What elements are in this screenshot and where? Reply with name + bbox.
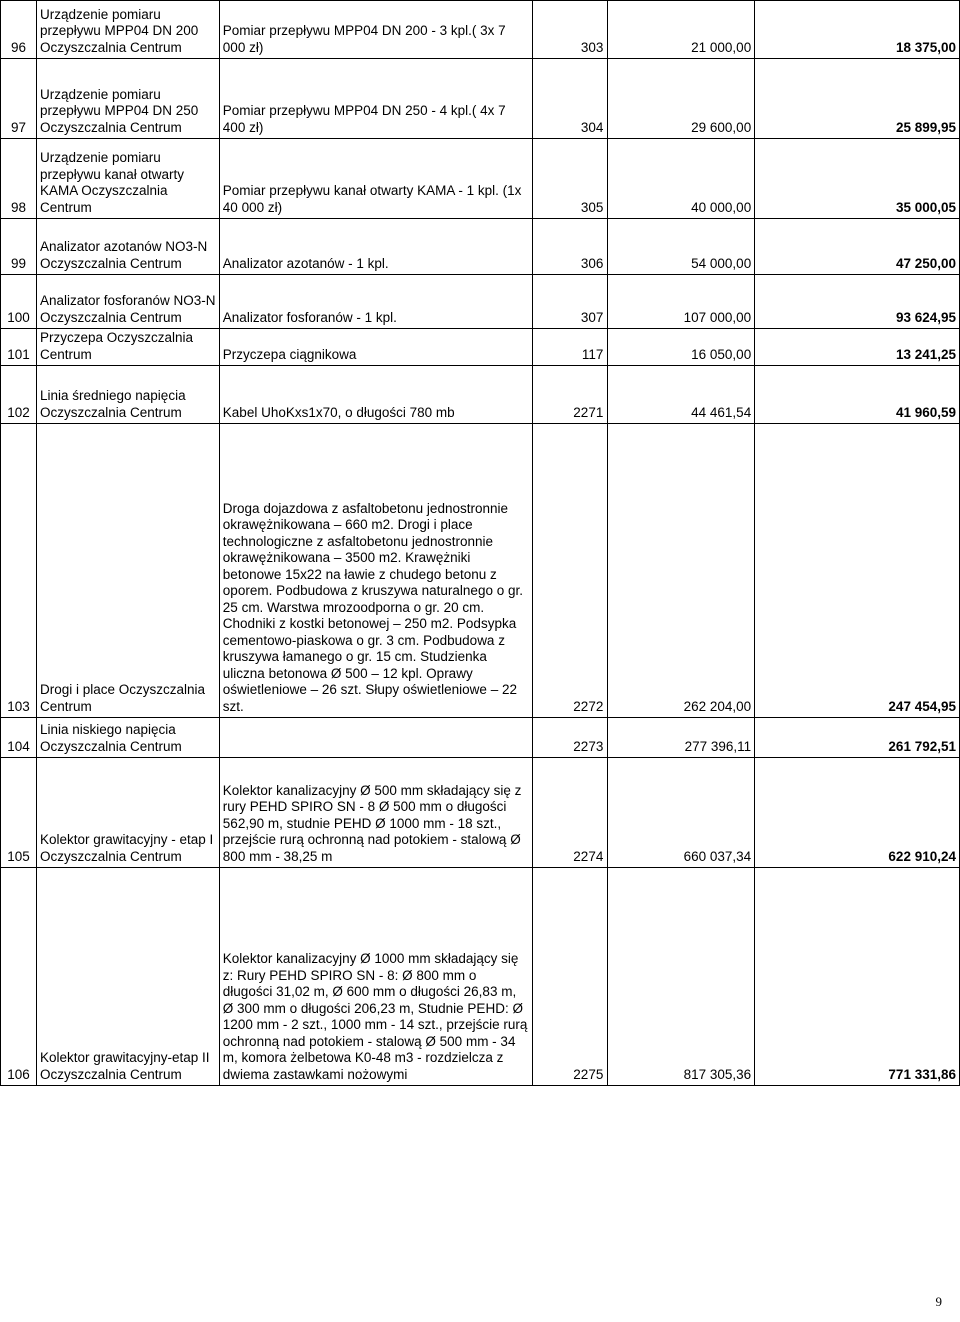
net-value-cell: 261 792,51 [755,718,960,758]
net-value-cell: 18 375,00 [755,1,960,59]
inventory-number-cell: 306 [533,219,608,275]
inventory-number-cell: 305 [533,139,608,219]
table-row [1,59,960,139]
inventory-number-cell: 303 [533,1,608,59]
net-value-cell: 622 910,24 [755,758,960,868]
row-number-cell: 97 [1,59,37,139]
asset-name-cell: Analizator azotanów NO3-N Oczyszczalnia Centrum [36,219,219,275]
initial-value-cell: 107 000,00 [608,275,755,329]
table-row [1,1,960,59]
asset-name-cell: Analizator fosforanów NO3-N Oczyszczalnia Centrum [36,275,219,329]
asset-name-cell: Kolektor grawitacyjny-etap II Oczyszczalnia Centrum [36,868,219,1086]
inventory-number-cell: 304 [533,59,608,139]
inventory-number-cell: 2274 [533,758,608,868]
net-value-cell: 35 000,05 [755,139,960,219]
asset-name-cell: Przyczepa Oczyszczalnia Centrum [36,329,219,366]
row-number-cell: 96 [1,1,37,59]
net-value-cell: 25 899,95 [755,59,960,139]
asset-description-cell [219,718,533,758]
row-number-cell: 104 [1,718,37,758]
inventory-number-cell: 2272 [533,424,608,718]
table-row [1,275,960,329]
inventory-number-cell: 307 [533,275,608,329]
asset-description-cell: Analizator azotanów - 1 kpl. [219,219,533,275]
asset-name-cell: Kolektor grawitacyjny - etap I Oczyszczalnia Centrum [36,758,219,868]
initial-value-cell: 660 037,34 [608,758,755,868]
initial-value-cell: 29 600,00 [608,59,755,139]
asset-description-cell: Przyczepa ciągnikowa [219,329,533,366]
asset-description-cell: Pomiar przepływu kanał otwarty KAMA - 1 kpl. (1x 40 000 zł) [219,139,533,219]
row-number-cell: 100 [1,275,37,329]
initial-value-cell: 21 000,00 [608,1,755,59]
net-value-cell: 771 331,86 [755,868,960,1086]
row-number-cell: 106 [1,868,37,1086]
row-number-cell: 105 [1,758,37,868]
inventory-number-cell: 117 [533,329,608,366]
net-value-cell: 93 624,95 [755,275,960,329]
net-value-cell: 41 960,59 [755,366,960,424]
inventory-number-cell: 2271 [533,366,608,424]
initial-value-cell: 277 396,11 [608,718,755,758]
asset-description-cell: Kolektor kanalizacyjny Ø 1000 mm składający się z: Rury PEHD SPIRO SN - 8: Ø 800 mm o długości 31,02 m, Ø 600 mm o długości 26,83 m, Ø 300 mm o długości 206,23 m, Studnie PEHD: Ø 1200 mm - 2 szt., 1000 mm - 14 szt., przejście rurą ochronną nad potokiem - stalową Ø 500 mm - 34 m, komora żelbetowa K0-48 m3 - rozdzielcza z dwiema zastawkami nożowymi [219,868,533,1086]
page-number: 9 [935,1294,942,1309]
asset-name-cell: Linia średniego napięcia Oczyszczalnia Centrum [36,366,219,424]
asset-description-cell: Droga dojazdowa z asfaltobetonu jednostronnie okrawężnikowana – 660 m2. Drogi i place technologiczne z asfaltobetonu jednostronnie okrawężnikowana – 3500 m2. Krawężniki betonowe 15x22 na ławie z chudego betonu z oporem. Podbudowa z kruszywa naturalnego o gr. 25 cm. Warstwa mrozoodporna o gr. 20 cm. Chodniki z kostki betonowej – 250 m2. Podsypka cementowo-piaskowa o gr. 3 cm. Podbudowa z kruszywa łamanego o gr. 15 cm. Studzienka uliczna betonowa Ø 500 – 12 kpl. Oprawy oświetleniowe – 26 szt. Słupy oświetleniowe – 22 szt. [219,424,533,718]
table-row [1,219,960,275]
inventory-number-cell: 2275 [533,868,608,1086]
asset-name-cell: Linia niskiego napięcia Oczyszczalnia Centrum [36,718,219,758]
asset-description-cell: Pomiar przepływu MPP04 DN 250 - 4 kpl.( 4x 7 400 zł) [219,59,533,139]
asset-name-cell: Urządzenie pomiaru przepływu MPP04 DN 250 Oczyszczalnia Centrum [36,59,219,139]
initial-value-cell: 262 204,00 [608,424,755,718]
table-row [1,329,960,366]
table-row [1,868,960,1086]
net-value-cell: 47 250,00 [755,219,960,275]
initial-value-cell: 16 050,00 [608,329,755,366]
row-number-cell: 98 [1,139,37,219]
table-row [1,758,960,868]
asset-description-cell: Analizator fosforanów - 1 kpl. [219,275,533,329]
asset-name-cell: Drogi i place Oczyszczalnia Centrum [36,424,219,718]
asset-name-cell: Urządzenie pomiaru przepływu kanał otwarty KAMA Oczyszczalnia Centrum [36,139,219,219]
initial-value-cell: 44 461,54 [608,366,755,424]
row-number-cell: 99 [1,219,37,275]
table-row [1,366,960,424]
inventory-number-cell: 2273 [533,718,608,758]
asset-description-cell: Pomiar przepływu MPP04 DN 200 - 3 kpl.( 3x 7 000 zł) [219,1,533,59]
row-number-cell: 103 [1,424,37,718]
asset-description-cell: Kabel UhoKxs1x70, o długości 780 mb [219,366,533,424]
asset-name-cell: Urządzenie pomiaru przepływu MPP04 DN 200 Oczyszczalnia Centrum [36,1,219,59]
row-number-cell: 101 [1,329,37,366]
initial-value-cell: 54 000,00 [608,219,755,275]
table-row [1,718,960,758]
table-row [1,139,960,219]
initial-value-cell: 817 305,36 [608,868,755,1086]
row-number-cell: 102 [1,366,37,424]
net-value-cell: 247 454,95 [755,424,960,718]
table-row [1,424,960,718]
asset-description-cell: Kolektor kanalizacyjny Ø 500 mm składający się z rury PEHD SPIRO SN - 8 Ø 500 mm o długości 562,90 m, studnie PEHD Ø 1000 mm - 18 szt., przejście rurą ochronną nad potokiem - stalową Ø 800 mm - 38,25 m [219,758,533,868]
initial-value-cell: 40 000,00 [608,139,755,219]
net-value-cell: 13 241,25 [755,329,960,366]
